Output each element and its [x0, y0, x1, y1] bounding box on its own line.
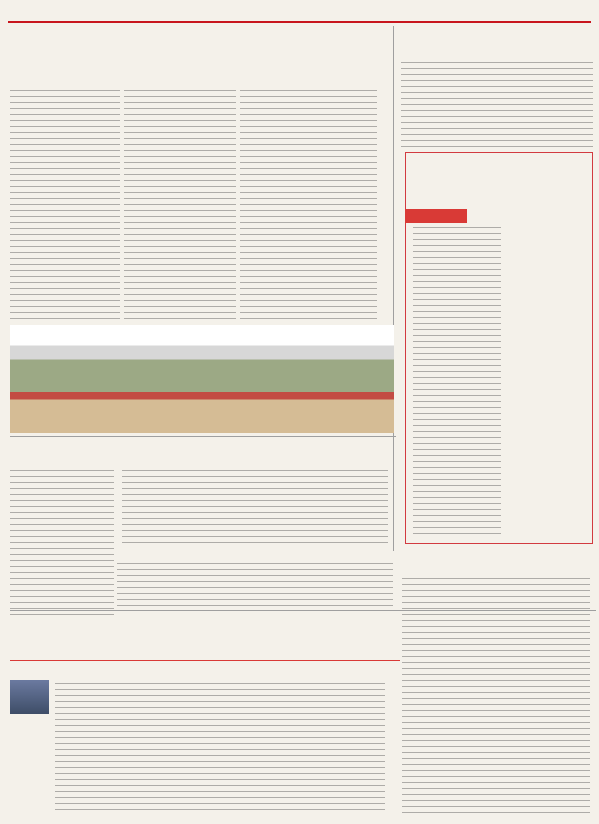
article4-body: [117, 563, 393, 609]
news-photo: [10, 325, 394, 433]
bottom-right-body: [402, 578, 590, 814]
article1-column1: [10, 90, 120, 323]
article2-body: [122, 470, 388, 547]
masthead-rule: [8, 3, 591, 23]
article1-column3: [240, 90, 377, 323]
column-logo: [10, 680, 49, 714]
article6-body: [55, 683, 385, 814]
article5-body: [10, 470, 114, 615]
article7-body: [401, 62, 593, 150]
commentary-body: [413, 227, 501, 534]
article1-column2: [124, 90, 236, 323]
commentary-kicker: [405, 209, 467, 223]
